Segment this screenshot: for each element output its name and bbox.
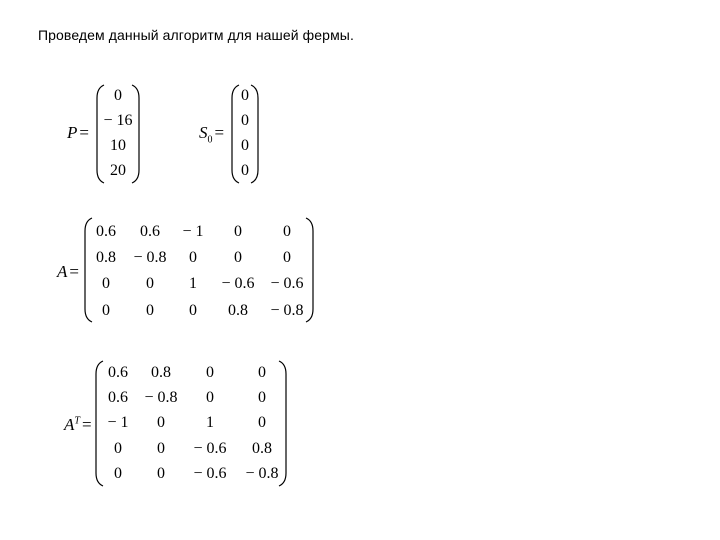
matrix-at-cell: 0 <box>114 465 122 482</box>
matrix-a-label <box>57 263 79 280</box>
matrix-at-cell: 0 <box>258 364 266 381</box>
matrix-s0-left-paren <box>231 84 241 184</box>
matrix-p-label <box>67 124 89 141</box>
matrix-at-cell: 0.8 <box>252 440 272 457</box>
matrix-p-equals: = <box>79 123 89 142</box>
matrix-at-cell: 0 <box>157 465 165 482</box>
matrix-s0-cell: 0 <box>241 137 249 154</box>
matrix-a-cell: 0 <box>283 249 291 266</box>
matrix-a-cell: 0 <box>102 302 110 319</box>
matrix-a-cell: 0 <box>146 275 154 292</box>
matrix-s0-cell: 0 <box>241 87 249 104</box>
matrix-s0-cell: 0 <box>241 162 249 179</box>
matrix-a-cell: 0 <box>283 223 291 240</box>
matrix-a-cell: 0.8 <box>228 302 248 319</box>
page-heading: Проведем данный алгоритм для нашей фермы. <box>38 27 354 43</box>
matrix-a-cell: − 0.6 <box>270 275 304 292</box>
matrix-s0-label <box>199 124 224 145</box>
matrix-a-cell: 0.8 <box>96 249 116 266</box>
matrix-a-cell: − 0.6 <box>221 275 255 292</box>
matrix-at-label <box>64 416 92 433</box>
matrix-p-cell: 20 <box>110 162 126 179</box>
matrix-a-cell: 0 <box>102 275 110 292</box>
matrix-at-cell: 0 <box>157 440 165 457</box>
matrix-at-cell: 1 <box>206 414 214 431</box>
matrix-a-cell: 0 <box>234 223 242 240</box>
matrix-at-cell: 0 <box>157 414 165 431</box>
matrix-a-cell: 0 <box>189 249 197 266</box>
matrix-at-cell: − 0.6 <box>193 465 227 482</box>
matrix-a-cell: 0 <box>189 302 197 319</box>
matrix-at-superscript: T <box>74 415 80 427</box>
matrix-at-cell: − 0.8 <box>245 465 279 482</box>
matrix-at-cell: 0.6 <box>108 389 128 406</box>
matrix-s0-right-paren <box>249 84 259 184</box>
matrix-at-equals: = <box>81 415 92 434</box>
matrix-a-right-paren <box>304 217 314 323</box>
matrix-s0-cell: 0 <box>241 112 249 129</box>
matrix-a-symbol: A <box>57 262 68 281</box>
matrix-s0-equals: = <box>214 123 225 142</box>
matrix-at-cell: − 1 <box>107 414 129 431</box>
matrix-p-cell: 0 <box>114 87 122 104</box>
matrix-s0-subscript: 0 <box>207 134 213 146</box>
matrix-p-cell: − 16 <box>103 112 133 129</box>
matrix-at-cell: 0 <box>206 389 214 406</box>
matrix-at-cell: 0.8 <box>151 364 171 381</box>
matrix-a-cell: 0.6 <box>140 223 160 240</box>
matrix-at-cell: − 0.8 <box>144 389 178 406</box>
matrix-at-cell: 0 <box>258 414 266 431</box>
matrix-at-left-paren <box>95 360 105 487</box>
matrix-a-left-paren <box>84 217 94 323</box>
matrix-a-cell: 1 <box>189 275 197 292</box>
matrix-a-cell: − 1 <box>182 223 204 240</box>
matrix-a-cell: 0 <box>234 249 242 266</box>
matrix-at-symbol: A <box>64 415 75 434</box>
matrix-a-equals: = <box>69 262 79 281</box>
matrix-p-symbol: P <box>67 123 78 142</box>
matrix-a-cell: 0 <box>146 302 154 319</box>
matrix-at-cell: 0 <box>114 440 122 457</box>
matrix-a-cell: 0.6 <box>96 223 116 240</box>
matrix-a-cell: − 0.8 <box>270 302 304 319</box>
matrix-at-cell: 0.6 <box>108 364 128 381</box>
matrix-p-right-paren <box>130 84 140 184</box>
matrix-s0-symbol: S <box>199 123 208 142</box>
matrix-p-left-paren <box>96 84 106 184</box>
matrix-a-cell: − 0.8 <box>133 249 167 266</box>
matrix-at-cell: 0 <box>258 389 266 406</box>
matrix-p-cell: 10 <box>110 137 126 154</box>
matrix-at-cell: 0 <box>206 364 214 381</box>
matrix-at-cell: − 0.6 <box>193 440 227 457</box>
